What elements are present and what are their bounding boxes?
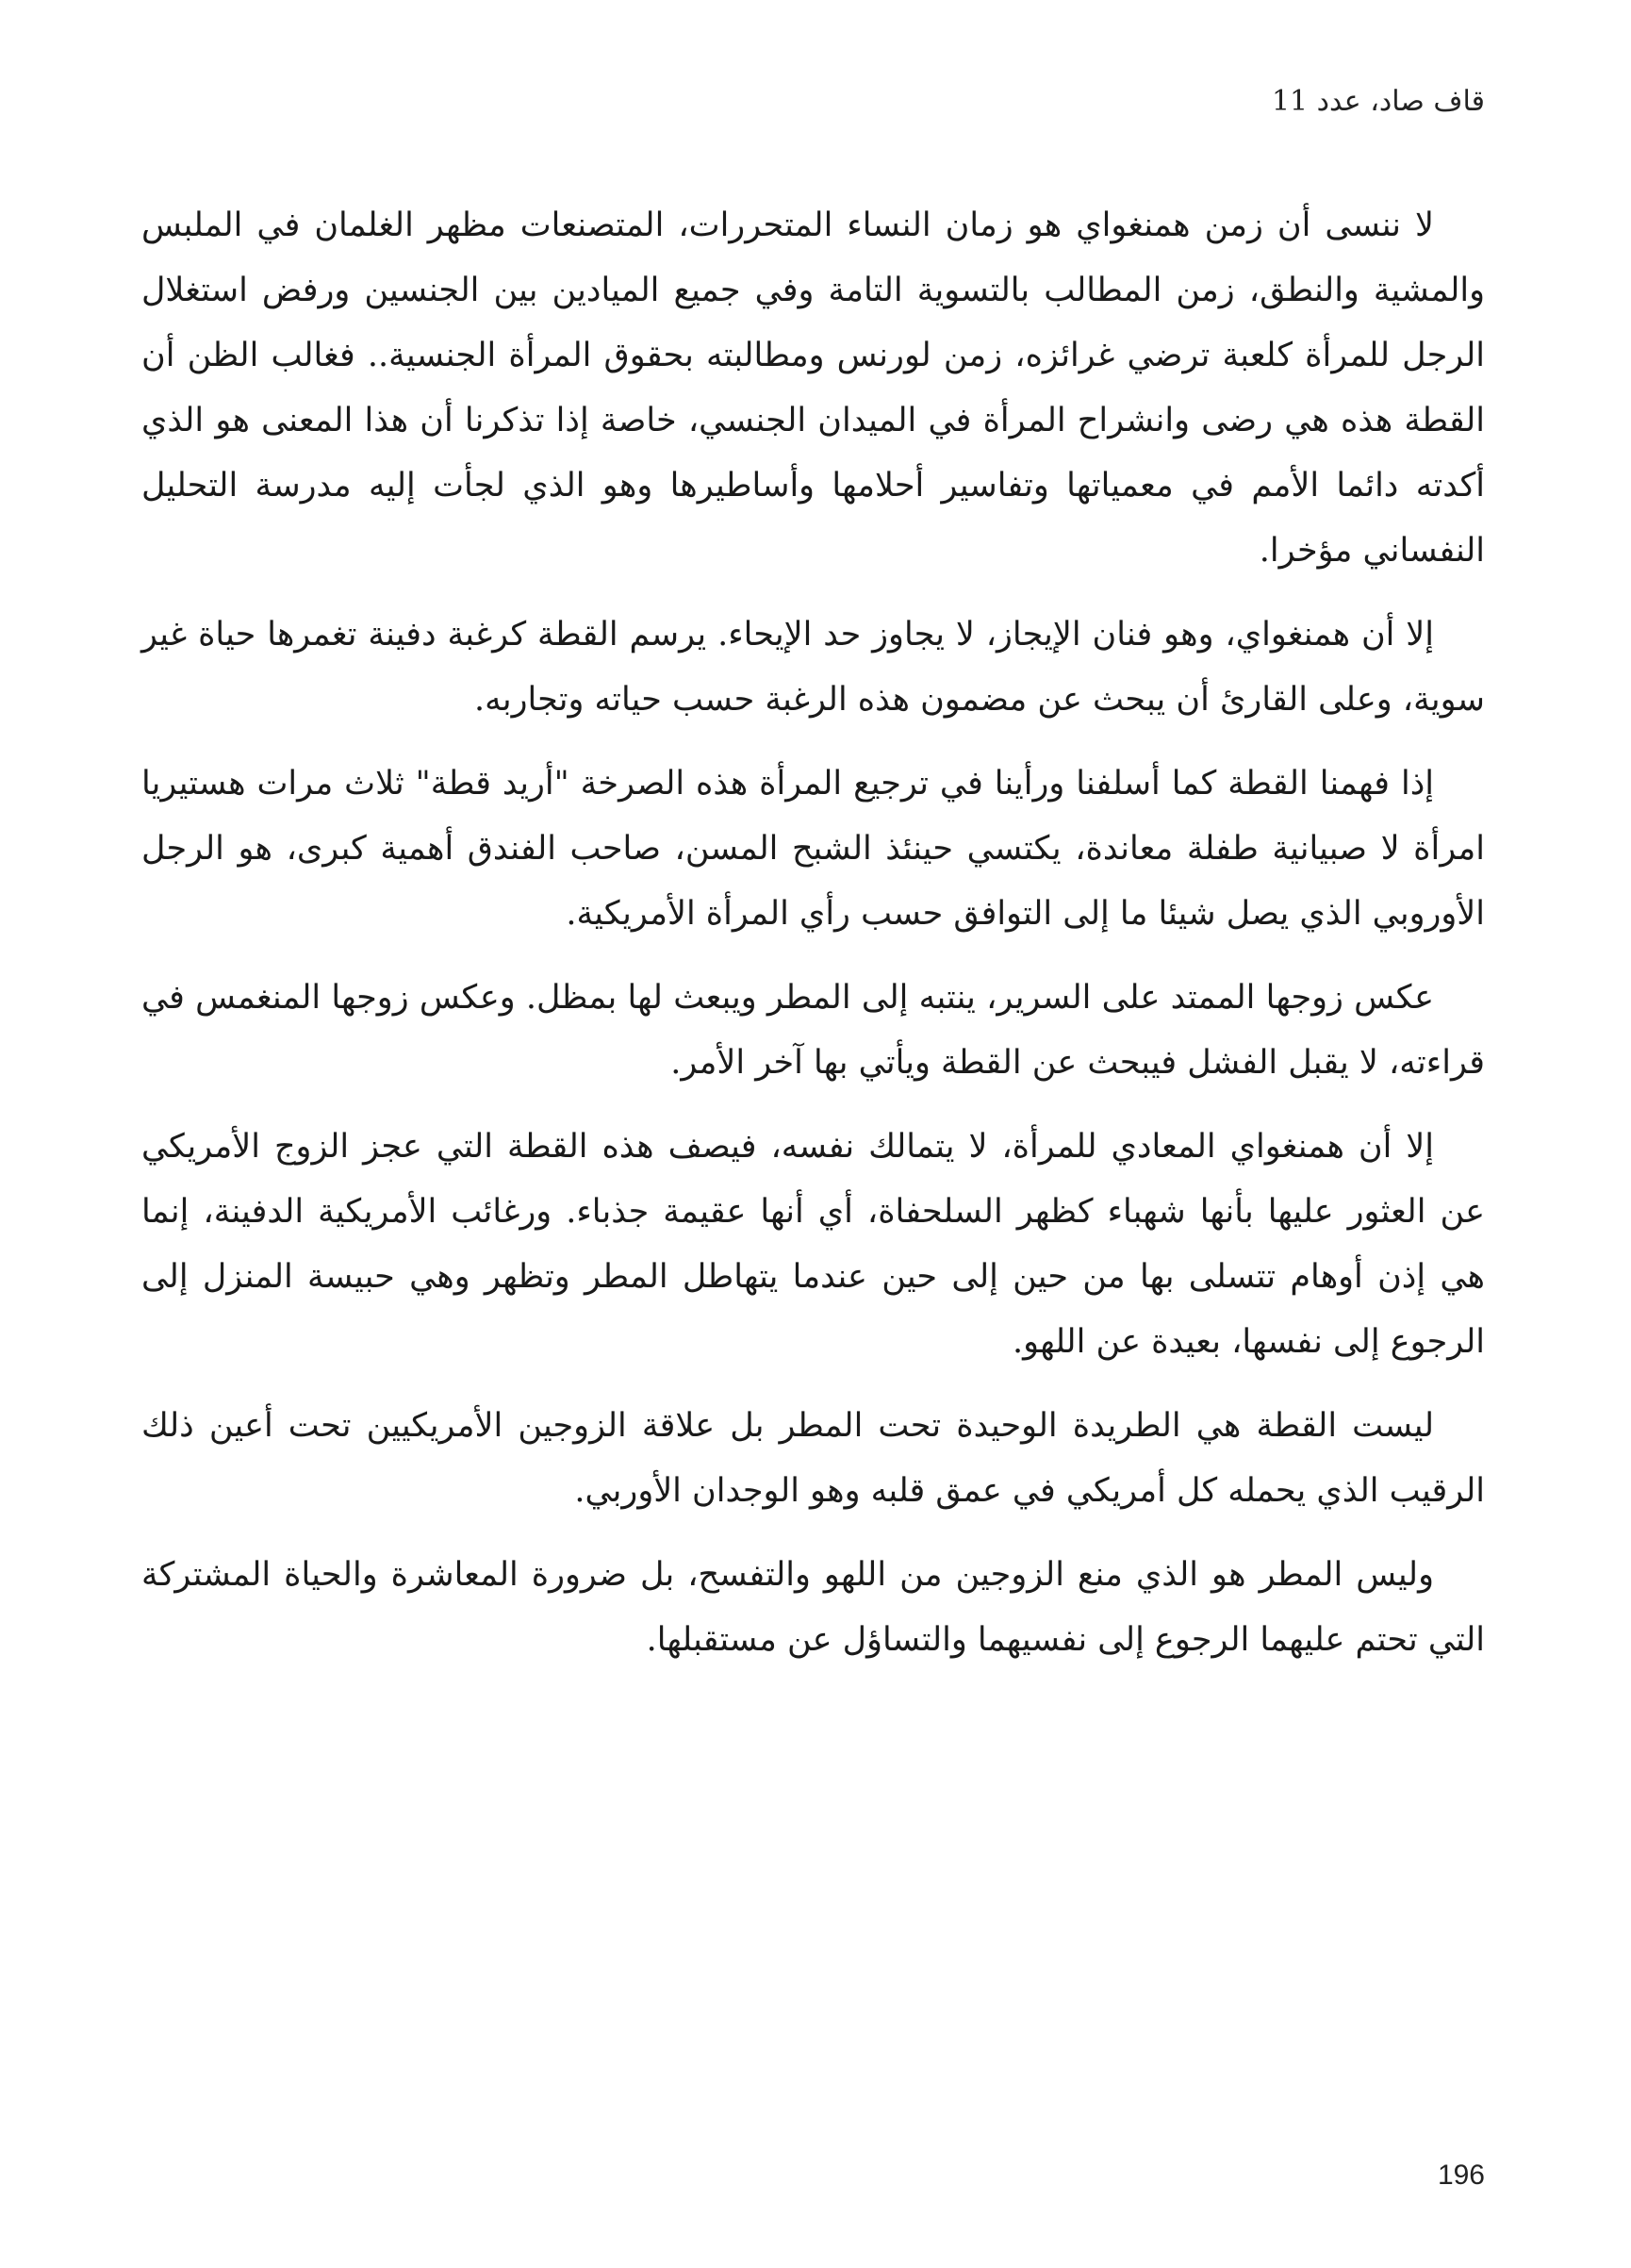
page-number: 196 xyxy=(1437,2160,1485,2191)
paragraph: ليست القطة هي الطريدة الوحيدة تحت المطر بل علاقة الزوجين الأمريكيين تحت أعين ذلك الرقيب الذي يحمله كل أمريكي في عمق قلبه وهو الوجدان الأوربي. xyxy=(141,1407,1485,1510)
paragraph: إذا فهمنا القطة كما أسلفنا ورأينا في ترجيع المرأة هذه الصرخة "أريد قطة" ثلاث مرات هستيريا امرأة لا صبيانية طفلة معاندة، يكتسي حينئذ الشبح المسن، صاحب الفندق أهمية كبرى، هو الرجل الأوروبي الذي يصل شيئا ما إلى التوافق حسب رأي المرأة الأمريكية. xyxy=(141,765,1485,933)
paragraph: إلا أن همنغواي المعادي للمرأة، لا يتمالك نفسه، فيصف هذه القطة التي عجز الزوج الأمريكي عن العثور عليها بأنها شهباء كظهر السلحفاة، أي أنها عقيمة جذباء. ورغائب الأمريكية الدفينة، إنما هي إذن أوهام تتسلى بها من حين إلى حين عندما يتهاطل المطر وتظهر وهي حبيسة المنزل إلى الرجوع إلى نفسها، بعيدة عن اللهو. xyxy=(141,1128,1485,1361)
running-header: قاف صاد، عدد 11 xyxy=(1271,85,1485,118)
paragraph: وليس المطر هو الذي منع الزوجين من اللهو والتفسح، بل ضرورة المعاشرة والحياة المشتركة التي تحتم عليهما الرجوع إلى نفسيهما والتساؤل عن مستقبلها. xyxy=(141,1556,1485,1659)
paragraph: لا ننسى أن زمن همنغواي هو زمان النساء المتحررات، المتصنعات مظهر الغلمان في الملبس والمشية والنطق، زمن المطالب بالتسوية التامة وفي جميع الميادين بين الجنسين ورفض استغلال الرجل للمرأة كلعبة ترضي غرائزه، زمن لورنس ومطالبته بحقوق المرأة الجنسية.. فغالب الظن أن القطة هذه هي رضى وانشراح المرأة في الميدان الجنسي، خاصة إذا تذكرنا أن هذا المعنى هو الذي أكدته دائما الأمم في معمياتها وتفاسير أحلامها وأساطيرها وهو الذي لجأت إليه مدرسة التحليل النفساني مؤخرا. xyxy=(141,207,1485,570)
body-text xyxy=(141,193,1485,1692)
paragraph: عكس زوجها الممتد على السرير، ينتبه إلى المطر ويبعث لها بمظل. وعكس زوجها المنغمس في قراءته، لا يقبل الفشل فيبحث عن القطة ويأتي بها آخر الأمر. xyxy=(141,979,1485,1082)
paragraph: إلا أن همنغواي، وهو فنان الإيجاز، لا يجاوز حد الإيحاء. يرسم القطة كرغبة دفينة تغمرها حياة غير سوية، وعلى القارئ أن يبحث عن مضمون هذه الرغبة حسب حياته وتجاربه. xyxy=(141,616,1485,719)
